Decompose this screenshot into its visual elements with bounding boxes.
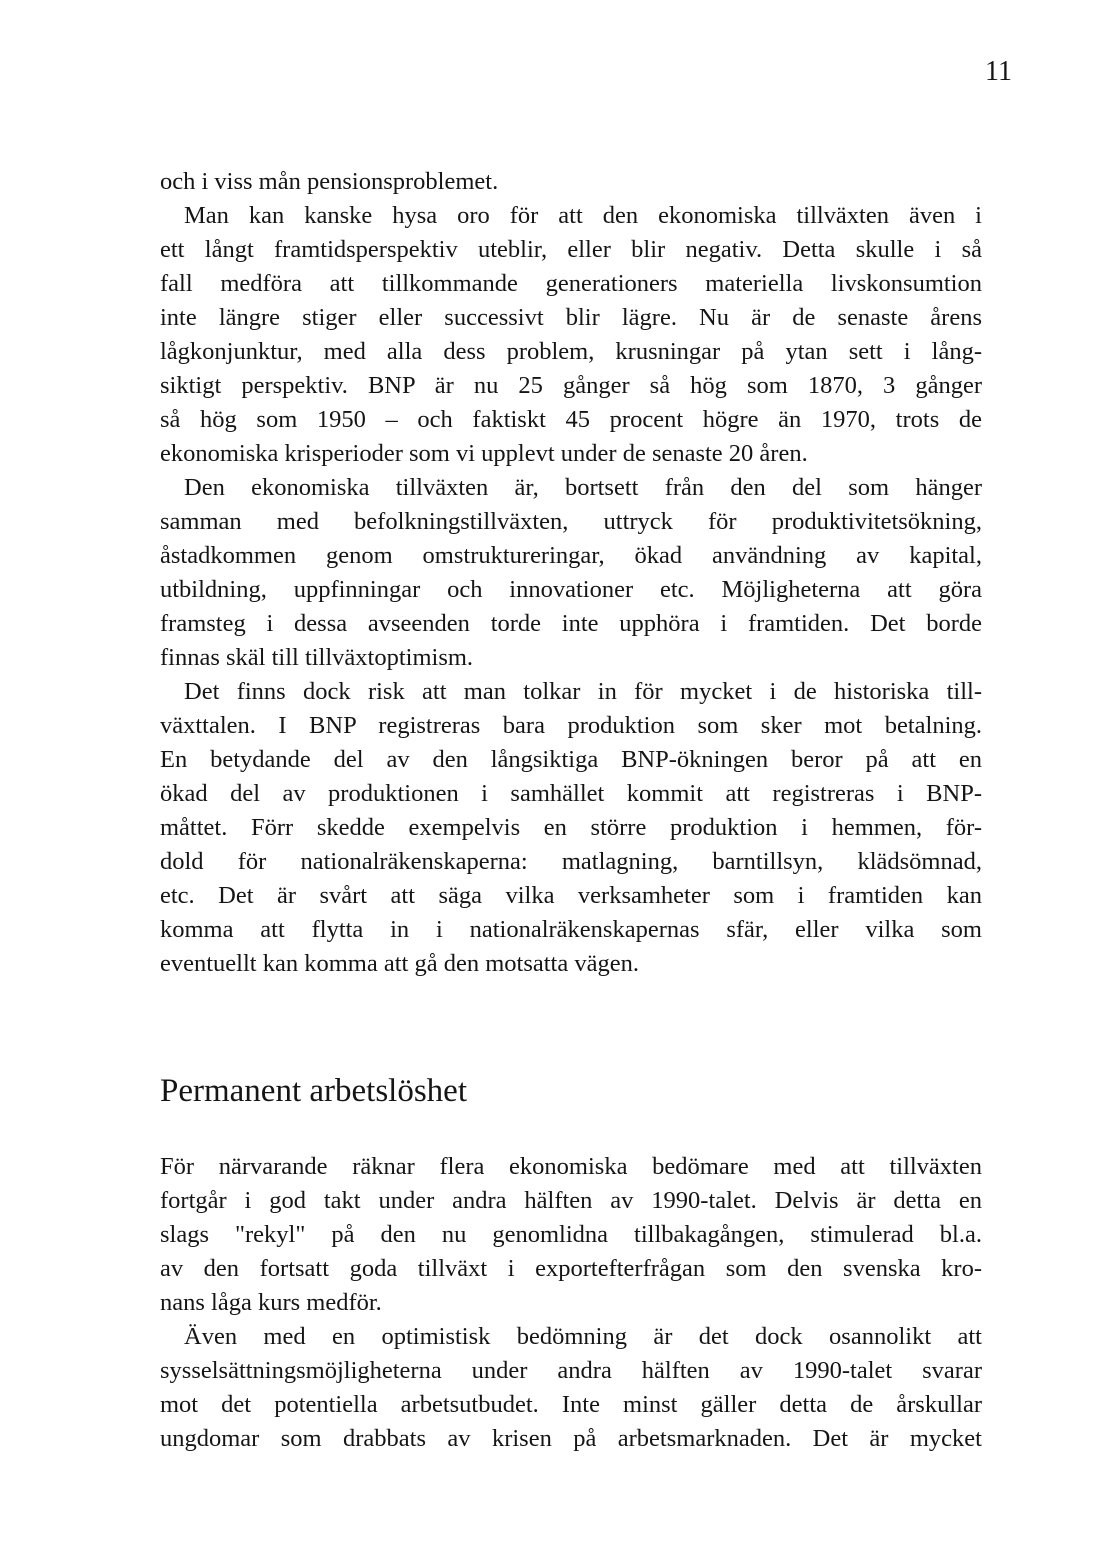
text-line: Även med en optimistisk bedömning är det dock osannolikt att <box>184 1323 982 1350</box>
text-line: För närvarande räknar flera ekonomiska bedömare med att tillväxten <box>160 1153 982 1180</box>
text-line: Den ekonomiska tillväxten är, bortsett från den del som hänger <box>184 474 982 501</box>
text-line: Man kan kanske hysa oro för att den ekonomiska tillväxten även i <box>184 202 982 229</box>
body-text-section-1 <box>160 165 982 981</box>
text-line: etc. Det är svårt att säga vilka verksamheter som i framtiden kan <box>160 882 982 909</box>
text-line: samman med befolkningstillväxten, uttryck för produktivitetsökning, <box>160 508 982 535</box>
text-line: finnas skäl till tillväxtoptimism. <box>160 644 474 671</box>
text-line: ett långt framtidsperspektiv uteblir, eller blir negativ. Detta skulle i så <box>160 236 982 263</box>
text-line: dold för nationalräkenskaperna: matlagning, barntillsyn, klädsömnad, <box>160 848 982 875</box>
text-line: så hög som 1950 – och faktiskt 45 procent högre än 1970, trots de <box>160 406 982 433</box>
text-line: fortgår i god takt under andra hälften av 1990-talet. Delvis är detta en <box>160 1187 982 1214</box>
text-line: och i viss mån pensionsproblemet. <box>160 168 499 195</box>
text-line: komma att flytta in i nationalräkenskapernas sfär, eller vilka som <box>160 916 982 943</box>
text-line: utbildning, uppfinningar och innovationer etc. Möjligheterna att göra <box>160 576 982 603</box>
section-heading: Permanent arbetslöshet <box>160 1073 467 1109</box>
text-line: måttet. Förr skedde exempelvis en större produktion i hemmen, för- <box>160 814 982 841</box>
text-line: fall medföra att tillkommande generationers materiella livskonsumtion <box>160 270 982 297</box>
page-number: 11 <box>985 56 1012 87</box>
text-line: slags "rekyl" på den nu genomlidna tillbakagången, stimulerad bl.a. <box>160 1221 982 1248</box>
text-line: ökad del av produktionen i samhället kommit att registreras i BNP- <box>160 780 982 807</box>
text-line: nans låga kurs medför. <box>160 1289 382 1316</box>
text-line: lågkonjunktur, med alla dess problem, krusningar på ytan sett i lång- <box>160 338 982 365</box>
text-line: eventuellt kan komma att gå den motsatta vägen. <box>160 950 639 977</box>
text-line: ekonomiska krisperioder som vi upplevt under de senaste 20 åren. <box>160 440 808 467</box>
text-line: En betydande del av den långsiktiga BNP-ökningen beror på att en <box>160 746 982 773</box>
text-line: inte längre stiger eller successivt blir lägre. Nu är de senaste årens <box>160 304 982 331</box>
text-line: av den fortsatt goda tillväxt i exportefterfrågan som den svenska kro- <box>160 1255 982 1282</box>
text-line: växttalen. I BNP registreras bara produktion som sker mot betalning. <box>160 712 982 739</box>
text-line: framsteg i dessa avseenden torde inte upphöra i framtiden. Det borde <box>160 610 982 637</box>
body-text-section-2 <box>160 1150 982 1456</box>
text-line: sysselsättningsmöjligheterna under andra hälften av 1990-talet svarar <box>160 1357 982 1384</box>
text-line: åstadkommen genom omstruktureringar, ökad användning av kapital, <box>160 542 982 569</box>
text-line: ungdomar som drabbats av krisen på arbetsmarknaden. Det är mycket <box>160 1425 982 1452</box>
text-line: mot det potentiella arbetsutbudet. Inte minst gäller detta de årskullar <box>160 1391 982 1418</box>
text-line: siktigt perspektiv. BNP är nu 25 gånger så hög som 1870, 3 gånger <box>160 372 982 399</box>
text-line: Det finns dock risk att man tolkar in för mycket i de historiska till- <box>184 678 982 705</box>
